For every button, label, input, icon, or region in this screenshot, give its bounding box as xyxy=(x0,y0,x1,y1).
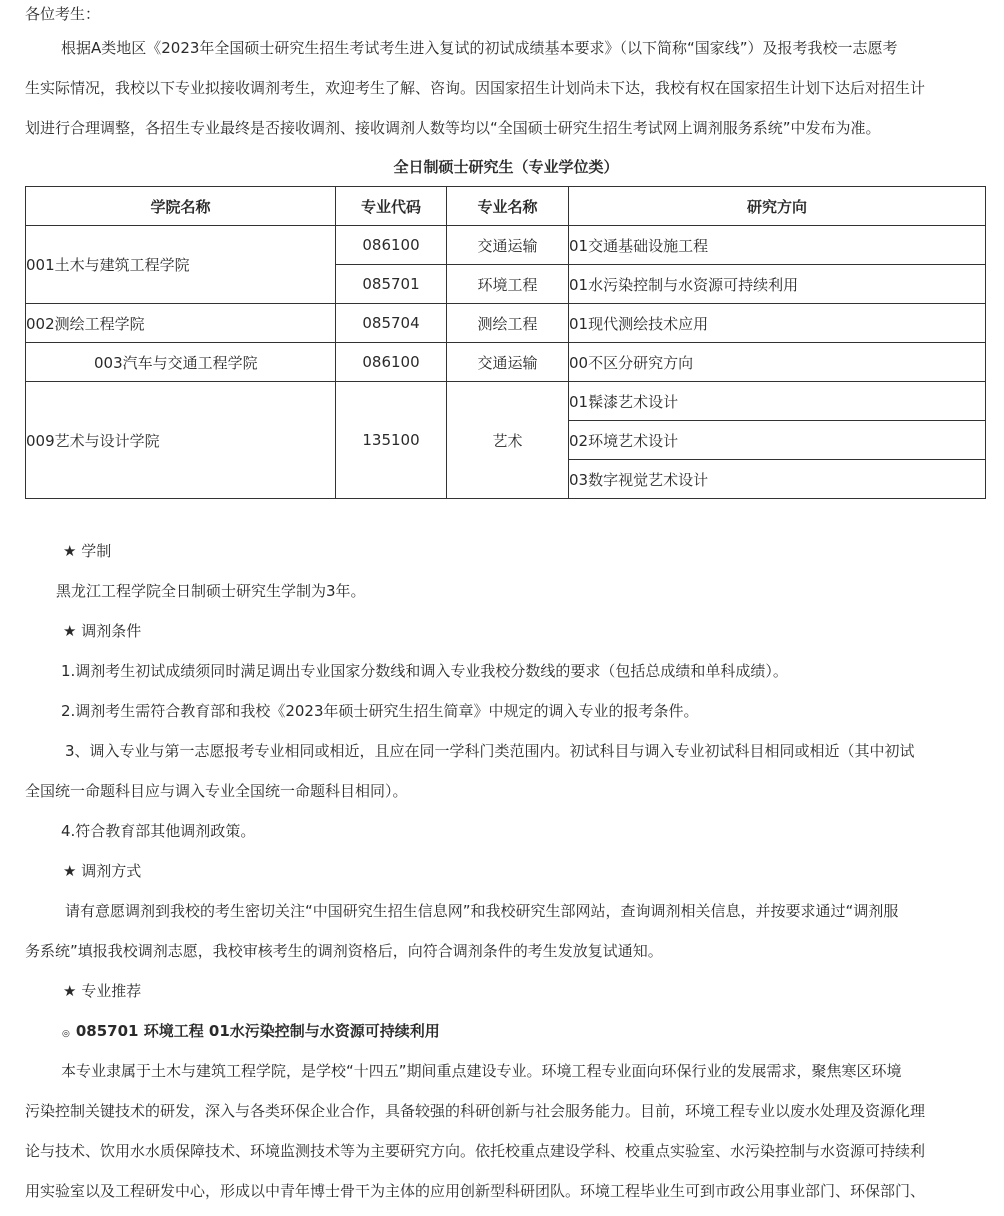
section-heading-recommend: ★ 专业推荐 xyxy=(63,982,142,1000)
section-heading-conditions: ★ 调剂条件 xyxy=(63,622,142,640)
cell-direction: 01现代测绘技术应用 xyxy=(569,304,986,343)
recommend-line-1: 本专业隶属于土木与建筑工程学院，是学校“十四五”期间重点建设专业。环境工程专业面向环保行业的发展需求，聚焦寒区环境 xyxy=(61,1062,902,1080)
cell-direction: 03数字视觉艺术设计 xyxy=(569,460,986,499)
table-row xyxy=(26,304,986,343)
intro-line-3: 划进行合理调整，各招生专业最终是否接收调剂、接收调剂人数等均以“全国硕士研究生招生考试网上调剂服务系统”中发布为准。 xyxy=(25,119,881,137)
header-college: 学院名称 xyxy=(26,187,336,226)
cell-code: 086100 xyxy=(336,226,447,265)
cell-code: 085704 xyxy=(336,304,447,343)
cell-major: 交通运输 xyxy=(447,226,569,265)
table-row xyxy=(26,343,986,382)
recommend-title-text: 085701 环境工程 01水污染控制与水资源可持续利用 xyxy=(75,1022,440,1040)
cell-college: 001土木与建筑工程学院 xyxy=(26,226,336,304)
spacer xyxy=(25,499,987,531)
cell-major: 艺术 xyxy=(447,382,569,499)
intro-line-1: 根据A类地区《2023年全国硕士研究生招生考试考生进入复试的初试成绩基本要求》（以下简称“国家线”）及报考我校一志愿考 xyxy=(61,39,898,57)
article-body xyxy=(25,0,987,1211)
cell-major: 环境工程 xyxy=(447,265,569,304)
method-line-1: 请有意愿调剂到我校的考生密切关注“中国研究生招生信息网”和我校研究生部网站，查询调剂相关信息，并按要求通过“调剂服 xyxy=(65,902,899,920)
condition-4: 4.符合教育部其他调剂政策。 xyxy=(61,822,256,840)
header-major: 专业名称 xyxy=(447,187,569,226)
recommend-line-2: 污染控制关键技术的研发，深入与各类环保企业合作，具备较强的科研创新与社会服务能力。目前，环境工程专业以废水处理及资源化理 xyxy=(25,1102,926,1120)
greeting: 各位考生： xyxy=(25,5,101,23)
cell-direction: 01交通基础设施工程 xyxy=(569,226,986,265)
cell-code: 085701 xyxy=(336,265,447,304)
cell-code: 086100 xyxy=(336,343,447,382)
condition-3-line-2: 全国统一命题科目应与调入专业全国统一命题科目相同）。 xyxy=(25,782,408,800)
bullet-icon: ◎ xyxy=(62,1029,70,1039)
cell-major: 测绘工程 xyxy=(447,304,569,343)
cell-college: 002测绘工程学院 xyxy=(26,304,336,343)
recommend-line-3: 论与技术、饮用水水质保障技术、环境监测技术等为主要研究方向。依托校重点建设学科、校重点实验室、水污染控制与水资源可持续利 xyxy=(25,1142,926,1160)
recommend-line-4: 用实验室以及工程研发中心，形成以中青年博士骨干为主体的应用创新型科研团队。环境工程毕业生可到市政公用事业部门、环保部门、 xyxy=(25,1182,926,1200)
condition-3-line-1: 3、调入专业与第一志愿报考专业相同或相近，且应在同一学科门类范围内。初试科目与调入专业初试科目相同或相近（其中初试 xyxy=(65,742,915,760)
condition-1: 1.调剂考生初试成绩须同时满足调出专业国家分数线和调入专业我校分数线的要求（包括总成绩和单科成绩）。 xyxy=(61,662,788,680)
table-row xyxy=(26,382,986,421)
table-header-row xyxy=(26,187,986,226)
xuezhi-text: 黑龙江工程学院全日制硕士研究生学制为3年。 xyxy=(56,582,366,600)
cell-direction: 01髹漆艺术设计 xyxy=(569,382,986,421)
header-code: 专业代码 xyxy=(336,187,447,226)
section-heading-method: ★ 调剂方式 xyxy=(63,862,142,880)
cell-college: 009艺术与设计学院 xyxy=(26,382,336,499)
recommend-title xyxy=(25,1011,987,1051)
table-title: 全日制硕士研究生（专业学位类） xyxy=(393,158,619,176)
section-heading-xuezhi: ★ 学制 xyxy=(63,542,112,560)
cell-code: 135100 xyxy=(336,382,447,499)
enrollment-table xyxy=(25,186,986,499)
method-line-2: 务系统”填报我校调剂志愿，我校审核考生的调剂资格后，向符合调剂条件的考生发放复试通知。 xyxy=(25,942,663,960)
cell-direction: 02环境艺术设计 xyxy=(569,421,986,460)
cell-direction: 01水污染控制与水资源可持续利用 xyxy=(569,265,986,304)
cell-college: 003汽车与交通工程学院 xyxy=(26,343,336,382)
condition-2: 2.调剂考生需符合教育部和我校《2023年硕士研究生招生简章》中规定的调入专业的报考条件。 xyxy=(61,702,699,720)
intro-line-2: 生实际情况，我校以下专业拟接收调剂考生，欢迎考生了解、咨询。因国家招生计划尚未下达，我校有权在国家招生计划下达后对招生计 xyxy=(25,79,926,97)
cell-direction: 00不区分研究方向 xyxy=(569,343,986,382)
cell-major: 交通运输 xyxy=(447,343,569,382)
table-row xyxy=(26,226,986,265)
header-direction: 研究方向 xyxy=(569,187,986,226)
